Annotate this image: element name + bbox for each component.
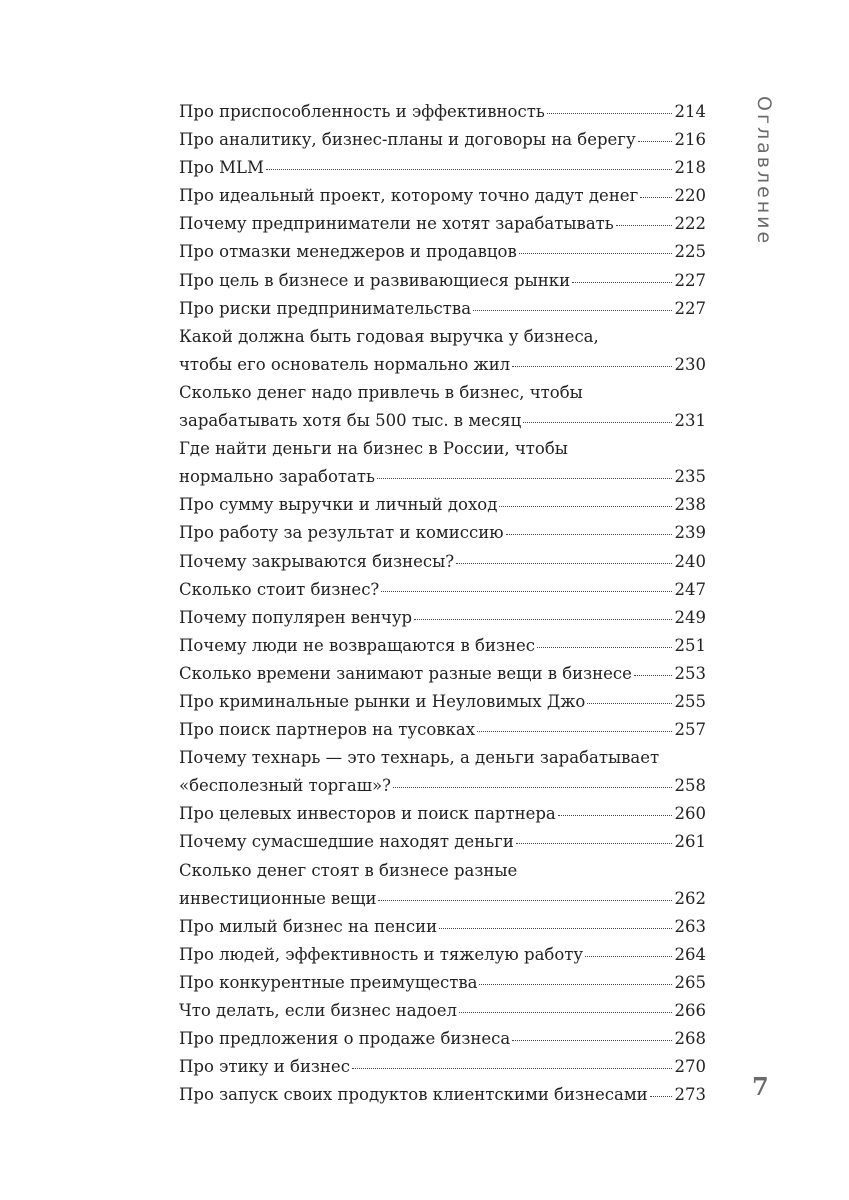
dot-leader <box>650 1096 672 1097</box>
toc-entry-title: Почему технарь — это технарь, а деньги зарабатывает <box>179 748 660 768</box>
dot-leader <box>585 956 671 957</box>
toc-entry-title: Сколько стоит бизнес? <box>179 579 380 599</box>
toc-entry-line-with-page <box>179 885 706 913</box>
toc-entry <box>179 632 706 660</box>
toc-entry-page: 261 <box>674 832 706 852</box>
toc-entry-title: Почему сумасшедшие находят деньги <box>179 832 514 852</box>
table-of-contents <box>179 98 706 1109</box>
toc-entry-page: 257 <box>674 720 706 740</box>
toc-entry <box>179 857 706 913</box>
toc-entry-title: Про MLM <box>179 158 264 178</box>
toc-entry <box>179 210 706 238</box>
toc-entry <box>179 828 706 856</box>
toc-entry-title: Почему предприниматели не хотят зарабатывать <box>179 214 614 234</box>
toc-entry-title: Где найти деньги на бизнес в России, чтобы <box>179 439 568 459</box>
toc-entry-title: Про милый бизнес на пенсии <box>179 916 438 936</box>
toc-entry-line-with-page <box>179 772 706 800</box>
dot-leader <box>378 900 671 901</box>
toc-entry-page: 263 <box>674 916 706 936</box>
toc-entry-line-with-page <box>179 1053 706 1081</box>
toc-entry-title: зарабатывать хотя бы 500 тыс. в месяц <box>179 411 522 431</box>
toc-entry-page: 222 <box>674 214 706 234</box>
dot-leader <box>393 787 672 788</box>
toc-entry-title: Сколько денег стоят в бизнесе разные <box>179 860 518 880</box>
toc-entry-page: 214 <box>674 102 706 121</box>
dot-leader <box>266 169 672 170</box>
toc-entry-title: Какой должна быть годовая выручка у бизнеса, <box>179 326 599 346</box>
toc-entry-line <box>179 435 706 463</box>
dot-leader <box>456 563 671 564</box>
toc-entry-page: 220 <box>674 186 706 206</box>
toc-entry-title: Про криминальные рынки и Неуловимых Джо <box>179 691 586 711</box>
toc-entry-title: Про запуск своих продуктов клиентскими бизнесами <box>179 1085 648 1105</box>
toc-entry <box>179 519 706 547</box>
toc-entry-title: Про приспособленность и эффективность <box>179 102 545 121</box>
dot-leader <box>479 984 671 985</box>
toc-entry-line-with-page <box>179 267 706 295</box>
toc-entry-title: Про отмазки менеджеров и продавцов <box>179 242 517 262</box>
toc-entry <box>179 941 706 969</box>
toc-entry <box>179 800 706 828</box>
toc-entry-title: Что делать, если бизнес надоел <box>179 1001 457 1020</box>
toc-entry <box>179 267 706 295</box>
toc-entry-page: 227 <box>674 298 706 318</box>
toc-entry-line-with-page <box>179 997 706 1025</box>
toc-entry-page: 239 <box>674 523 706 543</box>
toc-entry-title: Про конкурентные преимущества <box>179 972 478 992</box>
toc-entry-line-with-page <box>179 800 706 828</box>
toc-entry <box>179 154 706 182</box>
toc-entry-line-with-page <box>179 351 706 379</box>
dot-leader <box>512 1040 671 1041</box>
toc-entry-page: 253 <box>674 663 706 683</box>
toc-entry-line <box>179 379 706 407</box>
toc-entry-line-with-page <box>179 238 706 266</box>
toc-entry-line-with-page <box>179 1081 706 1109</box>
toc-entry-title: «бесполезный торгаш»? <box>179 776 391 796</box>
toc-entry-line-with-page <box>179 632 706 660</box>
toc-entry <box>179 182 706 210</box>
toc-entry <box>179 913 706 941</box>
toc-entry-line <box>179 323 706 351</box>
dot-leader <box>352 1068 672 1069</box>
toc-entry-page: 231 <box>674 411 706 431</box>
toc-entry-title: Про людей, эффективность и тяжелую работу <box>179 944 584 964</box>
toc-entry-page: 230 <box>674 354 706 374</box>
dot-leader <box>638 141 672 142</box>
dot-leader <box>506 534 672 535</box>
toc-entry-title: Про предложения о продаже бизнеса <box>179 1029 511 1049</box>
toc-entry-title: Про цель в бизнесе и развивающиеся рынки <box>179 270 571 290</box>
toc-entry-line-with-page <box>179 182 706 210</box>
toc-entry-title: чтобы его основатель нормально жил <box>179 354 511 374</box>
toc-entry-line-with-page <box>179 407 706 435</box>
toc-entry-page: 216 <box>674 130 706 150</box>
toc-entry-page: 260 <box>674 804 706 824</box>
toc-entry-page: 273 <box>674 1085 706 1105</box>
toc-entry-page: 262 <box>674 888 706 908</box>
dot-leader <box>616 225 672 226</box>
toc-entry-line-with-page <box>179 1025 706 1053</box>
dot-leader <box>477 731 671 732</box>
toc-entry-line-with-page <box>179 969 706 997</box>
toc-entry-title: инвестиционные вещи <box>179 888 377 908</box>
toc-entry-line-with-page <box>179 491 706 519</box>
toc-entry-title: Про сумму выручки и личный доход <box>179 495 498 515</box>
dot-leader <box>537 647 672 648</box>
dot-leader <box>439 928 671 929</box>
toc-entry-title: Про аналитику, бизнес-планы и договоры на берегу <box>179 130 636 150</box>
toc-entry-page: 264 <box>674 944 706 964</box>
toc-entry-page: 265 <box>674 972 706 992</box>
toc-entry <box>179 997 706 1025</box>
toc-entry-page: 238 <box>674 495 706 515</box>
toc-entry-page: 227 <box>674 270 706 290</box>
toc-entry-line-with-page <box>179 716 706 744</box>
toc-entry-page: 225 <box>674 242 706 262</box>
dot-leader <box>640 197 671 198</box>
toc-entry-line-with-page <box>179 210 706 238</box>
dot-leader <box>499 506 671 507</box>
dot-leader <box>512 366 671 367</box>
toc-entry-page: 268 <box>674 1029 706 1049</box>
toc-entry <box>179 604 706 632</box>
dot-leader <box>587 703 671 704</box>
dot-leader <box>519 253 672 254</box>
toc-entry-title: нормально заработать <box>179 467 375 487</box>
toc-entry <box>179 98 706 126</box>
toc-entry-line-with-page <box>179 98 706 126</box>
dot-leader <box>459 1012 672 1013</box>
toc-entry-title: Про этику и бизнес <box>179 1057 350 1077</box>
toc-entry <box>179 238 706 266</box>
dot-leader <box>634 675 672 676</box>
toc-entry-title: Почему люди не возвращаются в бизнес <box>179 635 535 655</box>
toc-entry-title: Сколько времени занимают разные вещи в бизнесе <box>179 663 632 683</box>
toc-entry-line-with-page <box>179 548 706 576</box>
toc-entry-line-with-page <box>179 576 706 604</box>
toc-entry-line-with-page <box>179 913 706 941</box>
dot-leader <box>473 310 671 311</box>
toc-entry-line <box>179 744 706 772</box>
toc-entry-title: Про риски предпринимательства <box>179 298 472 318</box>
dot-leader <box>523 422 671 423</box>
toc-entry-title: Про целевых инвесторов и поиск партнера <box>179 804 556 824</box>
toc-entry-title: Почему закрываются бизнесы? <box>179 551 455 571</box>
toc-entry-line-with-page <box>179 463 706 491</box>
toc-entry-line-with-page <box>179 295 706 323</box>
toc-entry-page: 249 <box>674 607 706 627</box>
dot-leader <box>547 113 672 114</box>
toc-entry-page: 258 <box>674 776 706 796</box>
toc-entry <box>179 379 706 435</box>
toc-entry-line-with-page <box>179 688 706 716</box>
toc-entry-page: 266 <box>674 1001 706 1020</box>
toc-entry-title: Про идеальный проект, которому точно дадут денег <box>179 186 639 206</box>
toc-entry <box>179 1025 706 1053</box>
toc-entry-line <box>179 857 706 885</box>
toc-entry-line-with-page <box>179 154 706 182</box>
toc-entry-line-with-page <box>179 941 706 969</box>
toc-entry-line-with-page <box>179 660 706 688</box>
toc-entry-page: 251 <box>674 635 706 655</box>
toc-entry-title: Про поиск партнеров на тусовках <box>179 720 476 740</box>
dot-leader <box>572 282 671 283</box>
toc-entry-page: 270 <box>674 1057 706 1077</box>
toc-entry <box>179 491 706 519</box>
toc-entry-line-with-page <box>179 828 706 856</box>
toc-entry-line-with-page <box>179 604 706 632</box>
toc-entry-line-with-page <box>179 519 706 547</box>
toc-entry <box>179 126 706 154</box>
toc-entry-line-with-page <box>179 126 706 154</box>
toc-entry-page: 240 <box>674 551 706 571</box>
dot-leader <box>377 478 672 479</box>
toc-entry-page: 255 <box>674 691 706 711</box>
dot-leader <box>381 591 671 592</box>
toc-entry <box>179 1053 706 1081</box>
toc-entry-title: Про работу за результат и комиссию <box>179 523 504 543</box>
toc-entry <box>179 660 706 688</box>
toc-entry <box>179 576 706 604</box>
dot-leader <box>516 843 672 844</box>
toc-entry <box>179 435 706 491</box>
dot-leader <box>558 815 672 816</box>
page-number: 7 <box>752 1072 769 1101</box>
dot-leader <box>414 619 671 620</box>
toc-entry <box>179 744 706 800</box>
toc-entry-title: Почему популярен венчур <box>179 607 413 627</box>
toc-entry <box>179 969 706 997</box>
toc-entry <box>179 716 706 744</box>
toc-entry-title: Сколько денег надо привлечь в бизнес, чтобы <box>179 382 583 402</box>
toc-entry <box>179 323 706 379</box>
toc-entry-page: 247 <box>674 579 706 599</box>
toc-entry <box>179 548 706 576</box>
toc-entry-page: 235 <box>674 467 706 487</box>
section-title: Оглавление <box>753 96 775 247</box>
toc-entry <box>179 1081 706 1109</box>
toc-entry <box>179 688 706 716</box>
toc-entry <box>179 295 706 323</box>
toc-entry-page: 218 <box>674 158 706 178</box>
